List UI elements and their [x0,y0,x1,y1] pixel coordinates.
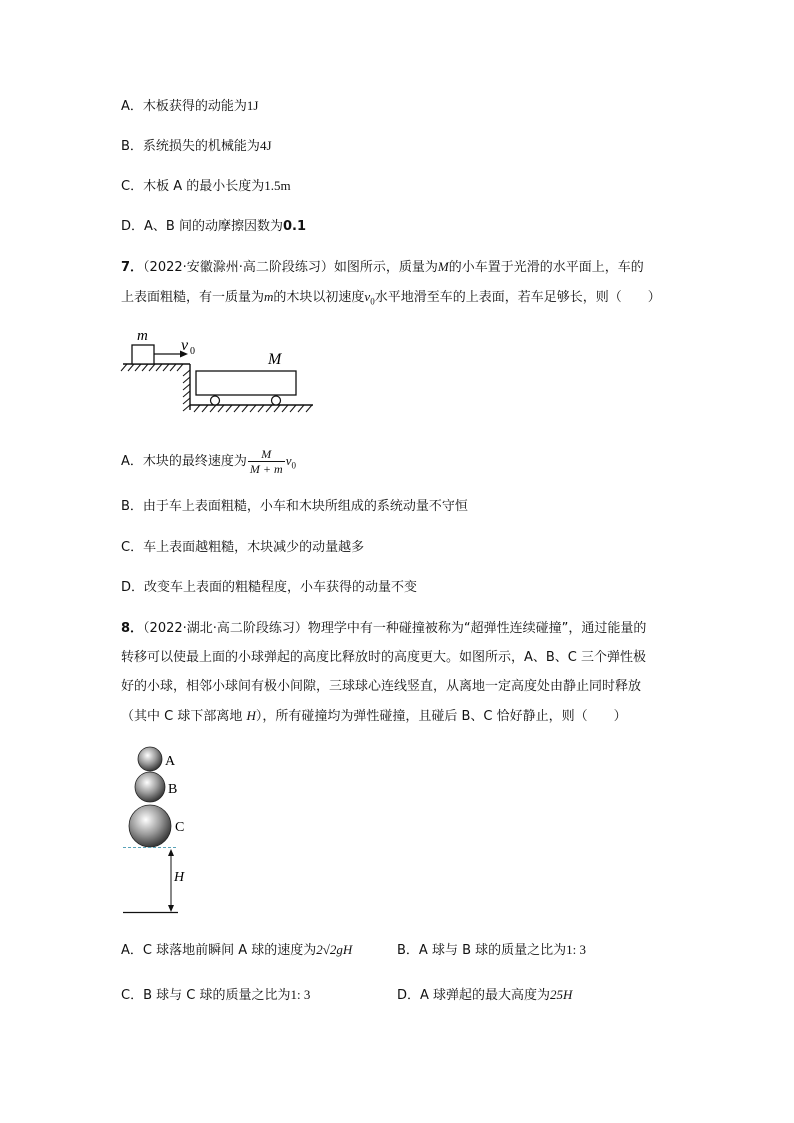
ball-b-label: B [168,782,178,797]
ball-b [135,772,165,802]
height-arrow-up [168,849,174,856]
upper-hatching [121,364,183,371]
lower-hatching [194,405,312,412]
option-expression: 1: 3 [290,987,311,1002]
q8-stem-line1 [121,619,646,639]
velocity-label: v [181,337,189,354]
option-text: B 球与 C 球的质量之比为 [143,988,291,1003]
fraction-numerator: M [248,447,285,462]
option-label: D． [397,988,421,1003]
option-text: A 球弹起的最大高度为 [420,988,551,1003]
q7-option-c [121,538,364,558]
symbol-v-sub: 0 [291,460,296,471]
option-text: 木板获得的动能为 [142,99,247,114]
symbol-M: M [437,259,449,274]
option-label: C． [121,988,144,1003]
option-text: 改变车上表面的粗糙程度，小车获得的动量不变 [144,580,418,595]
stem-text: 水平地滑至车的上表面，若车足够长，则（ ） [374,290,661,305]
q6-option-d [121,217,306,237]
question-number: 7． [121,260,144,275]
option-value: 1.5m [264,178,291,193]
ball-a [138,747,162,771]
q8-stem-line4 [121,706,627,727]
height-arrow-down [168,905,174,912]
option-text: C 球落地前瞬间 A 球的速度为 [142,943,317,958]
option-text: 车上表面越粗糙，木块减少的动量越多 [143,540,365,555]
stem-text: 好的小球，相邻小球间有极小间隙，三球球心连线竖直，从离地一定高度处由静止同时释放 [121,679,642,694]
q8-option-d [397,985,572,1006]
option-text: 由于车上表面粗糙，小车和木块所组成的系统动量不守恒 [142,499,468,514]
ball-a-label: A [165,754,176,769]
cart-label: M [268,351,282,368]
option-label: C． [121,179,144,194]
stem-text: 如图所示，质量为 [333,260,438,275]
option-text: A 球与 B 球的质量之比为 [418,943,567,958]
height-label: H [174,870,185,885]
option-label: B． [121,499,143,514]
q7-figure [118,326,318,416]
option-value: 1J [246,98,259,113]
stem-text: 转移可以使最上面的小球弹起的高度比释放时的高度更大。如图所示，A、B、C 三个弹性极 [121,650,647,665]
option-label: D． [121,219,145,234]
q7-option-a [121,447,296,476]
question-number: 8． [121,621,144,636]
q8-stem-line3 [121,677,641,697]
option-value: 0.1 [282,219,306,234]
option-text: 木块的最终速度为 [142,454,247,469]
option-value: 4J [259,138,272,153]
option-label: B． [121,139,143,154]
option-label: A． [121,99,143,114]
option-label: C． [121,540,144,555]
option-text: 系统损失的机械能为 [142,139,260,154]
q8-option-b [397,940,586,961]
stem-text: 上表面粗糙，有一质量为 [121,290,265,305]
option-label: D． [121,580,145,595]
q7-option-b [121,497,468,517]
option-expression: 25H [550,987,573,1002]
symbol-v-sub: 0 [370,296,375,307]
option-label: A． [121,943,143,958]
ball-c [129,805,171,847]
wall-hatching [183,370,190,411]
question-source: （2022·安徽滁州·高二阶段练习） [143,260,334,275]
q8-stem-line2 [121,648,646,668]
symbol-m: m [264,289,274,304]
option-expression: 2√2gH [316,942,353,957]
option-label: A． [121,454,143,469]
symbol-v: v [285,453,292,468]
fraction-denominator: M + m [249,462,283,476]
stem-text: （2022·湖北·高二阶段练习）物理学中有一种碰撞被称为“超弹性连续碰撞”，通过能量的 [143,621,647,636]
fraction [248,447,285,476]
velocity-sub: 0 [190,346,195,357]
block-label: m [137,328,148,344]
stem-text: ），所有碰撞均为弹性碰撞，且碰后 B、C 恰好静止，则（ ） [255,709,627,724]
q8-option-a [121,940,352,961]
q6-option-b [121,136,272,157]
stem-text: 的小车置于光滑的水平面上，车的 [448,260,644,275]
option-text: A、B 间的动摩擦因数为 [144,219,283,234]
symbol-v: v [364,289,371,304]
symbol-H: H [246,708,256,723]
q8-option-c [121,985,310,1006]
cart-wheel-right [272,396,281,405]
q7-stem-line1 [121,257,644,278]
q6-option-a [121,96,258,117]
ball-c-label: C [175,820,185,835]
option-expression: 1: 3 [566,942,587,957]
q8-figure [118,740,208,918]
stem-text: （其中 C 球下部离地 [121,709,247,724]
block-m [132,345,154,364]
option-label: B． [397,943,419,958]
cart-M [196,371,296,395]
cart-wheel-left [211,396,220,405]
stem-text: 的木块以初速度 [273,290,365,305]
q7-stem-line2 [121,287,661,312]
option-text: 木板 A 的最小长度为 [143,179,265,194]
q7-option-d [121,578,417,598]
q6-option-c [121,176,291,197]
